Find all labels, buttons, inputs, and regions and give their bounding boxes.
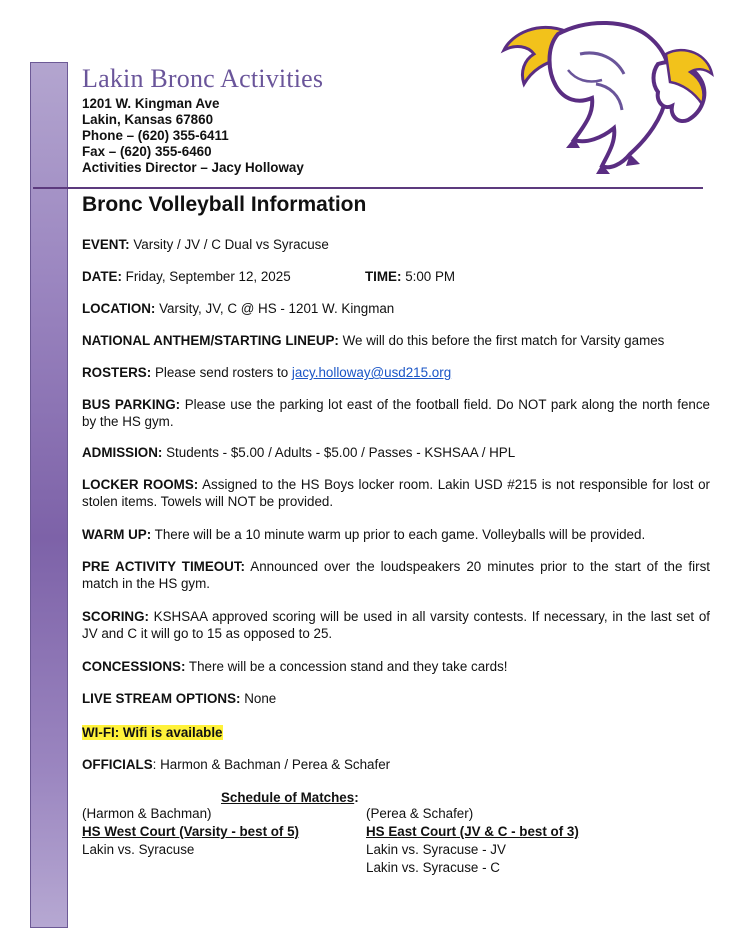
bus-parking-paragraph	[82, 397, 710, 430]
org-title: Lakin Bronc Activities	[82, 64, 324, 93]
bus-parking-label: BUS PARKING:	[82, 397, 181, 412]
date-line	[82, 269, 710, 286]
warmup-label: WARM UP:	[82, 527, 152, 542]
scoring-paragraph	[82, 609, 710, 642]
rosters-email-link[interactable]: jacy.holloway@usd215.org	[291, 365, 452, 380]
warmup-line	[82, 527, 710, 544]
location-label: LOCATION:	[82, 301, 156, 316]
concessions-value: There will be a concession stand and they take cards!	[188, 659, 508, 674]
rosters-line	[82, 365, 710, 382]
timeout-value: Announced over the loudspeakers 20 minutes prior to the start of the first match in the HS gym.	[82, 559, 711, 591]
timeout-label: PRE ACTIVITY TIMEOUT:	[82, 559, 246, 574]
officials-value: : Harmon & Bachman / Perea & Schafer	[152, 757, 391, 772]
locker-rooms-paragraph	[82, 477, 710, 510]
admission-label: ADMISSION:	[82, 445, 163, 460]
east-court-column	[366, 805, 579, 877]
city-line: Lakin, Kansas 67860	[82, 112, 214, 127]
warmup-value: There will be a 10 minute warm up prior to each game. Volleyballs will be provided.	[154, 527, 646, 542]
west-court-officials: (Harmon & Bachman)	[82, 806, 212, 821]
rosters-label: ROSTERS:	[82, 365, 152, 380]
livestream-label: LIVE STREAM OPTIONS:	[82, 691, 241, 706]
anthem-line	[82, 333, 710, 350]
decorative-sidebar	[30, 62, 68, 928]
wifi-line	[82, 725, 710, 742]
phone-line: Phone – (620) 355-6411	[82, 128, 229, 143]
scoring-label: SCORING:	[82, 609, 149, 624]
scoring-value: KSHSAA approved scoring will be used in all varsity contests. If necessary, in the last set of JV and C it will go to 15 as opposed to 25.	[82, 609, 710, 641]
admission-line	[82, 445, 710, 462]
schedule-heading: Schedule of Matches	[221, 790, 355, 805]
org-address-block	[82, 96, 304, 176]
rosters-value: Please send rosters to	[154, 365, 289, 380]
wifi-highlight: WI-FI: Wifi is available	[82, 725, 223, 740]
time-block	[365, 269, 455, 286]
address-line: 1201 W. Kingman Ave	[82, 96, 220, 111]
concessions-label: CONCESSIONS:	[82, 659, 186, 674]
east-court-match-jv: Lakin vs. Syracuse - JV	[366, 842, 506, 857]
document-title: Bronc Volleyball Information	[82, 193, 367, 216]
west-court-match: Lakin vs. Syracuse	[82, 842, 195, 857]
officials-label: OFFICIALS	[82, 757, 153, 772]
west-court-title: HS West Court (Varsity - best of 5)	[82, 824, 300, 839]
anthem-label: NATIONAL ANTHEM/STARTING LINEUP:	[82, 333, 339, 348]
fax-line: Fax – (620) 355-6460	[82, 144, 212, 159]
concessions-line	[82, 659, 710, 676]
officials-line	[82, 757, 710, 774]
admission-value: Students - $5.00 / Adults - $5.00 / Passes - KSHSAA / HPL	[166, 445, 516, 460]
east-court-title: HS East Court (JV & C - best of 3)	[366, 824, 579, 839]
event-line	[82, 237, 710, 254]
anthem-value: We will do this before the first match for Varsity games	[342, 333, 665, 348]
event-label: EVENT:	[82, 237, 130, 252]
bronc-logo-icon	[498, 14, 716, 176]
header-divider	[33, 187, 703, 189]
date-value: Friday, September 12, 2025	[125, 269, 291, 284]
location-line	[82, 301, 710, 318]
event-value: Varsity / JV / C Dual vs Syracuse	[133, 237, 329, 252]
date-label: DATE:	[82, 269, 122, 284]
locker-rooms-label: LOCKER ROOMS:	[82, 477, 199, 492]
time-label: TIME:	[365, 269, 402, 284]
east-court-officials: (Perea & Schafer)	[366, 806, 474, 821]
location-value: Varsity, JV, C @ HS - 1201 W. Kingman	[159, 301, 395, 316]
bus-parking-value: Please use the parking lot east of the football field. Do NOT park along the north fence by the HS gym.	[82, 397, 710, 429]
schedule-heading-colon: :	[354, 790, 359, 805]
locker-rooms-value: Assigned to the HS Boys locker room. Lakin USD #215 is not responsible for lost or stolen items. Towels will NOT be provided.	[82, 477, 710, 509]
director-line: Activities Director – Jacy Holloway	[82, 160, 304, 175]
east-court-match-c: Lakin vs. Syracuse - C	[366, 860, 500, 875]
timeout-paragraph	[82, 559, 710, 592]
livestream-value: None	[244, 691, 277, 706]
livestream-line	[82, 691, 710, 708]
west-court-column	[82, 805, 299, 859]
time-value: 5:00 PM	[405, 269, 456, 284]
